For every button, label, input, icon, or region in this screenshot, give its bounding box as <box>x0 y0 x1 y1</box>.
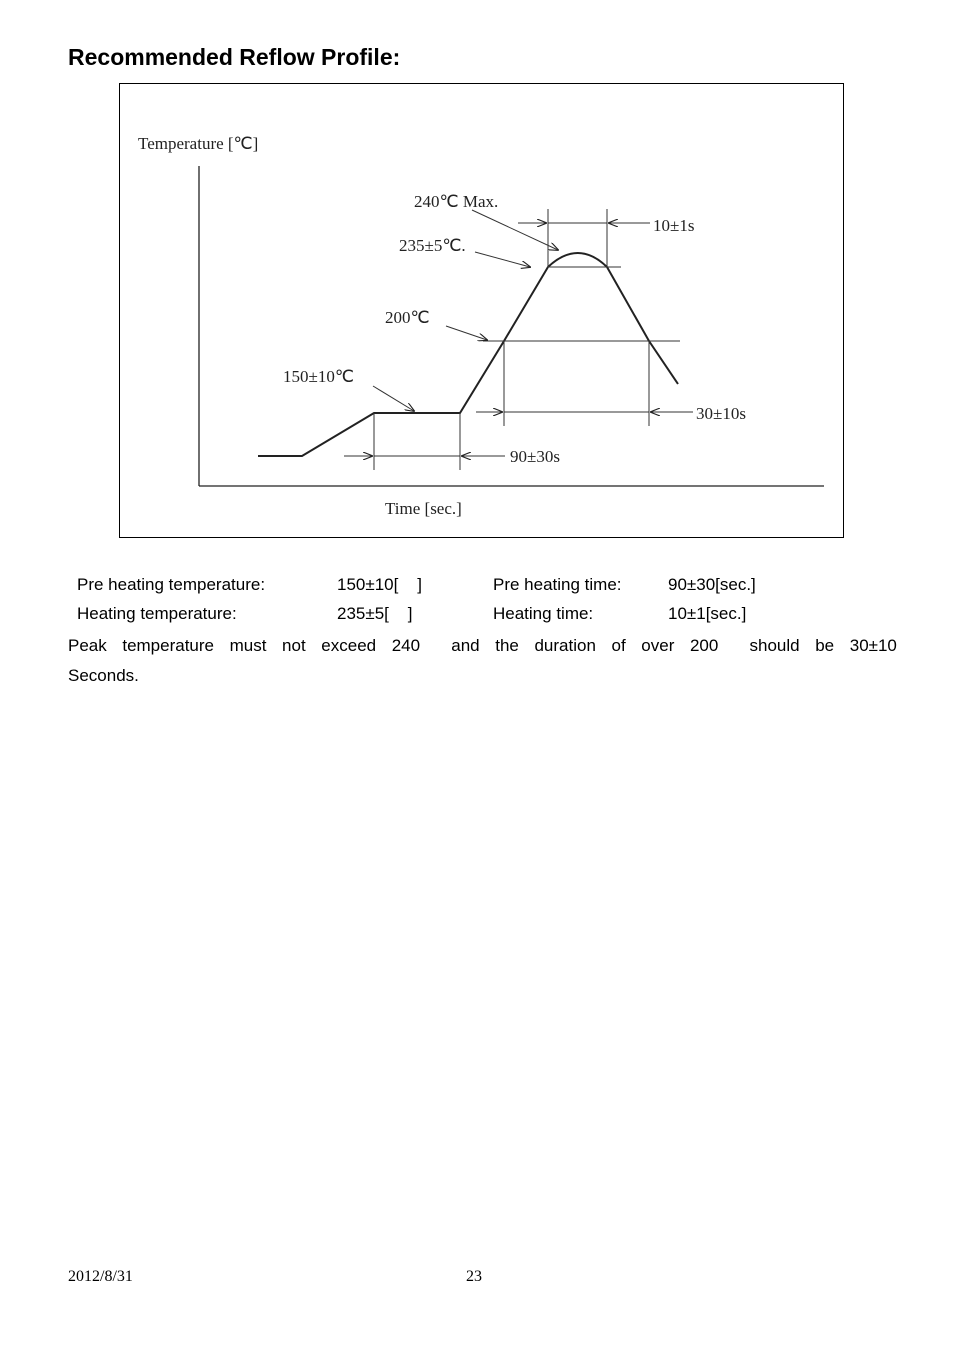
reflow-profile-svg <box>120 84 845 539</box>
preheat-temp-label: Pre heating temperature: <box>77 575 266 594</box>
preheat-time-value: 90±30[sec.] <box>668 575 756 594</box>
note-word: 240 <box>391 636 421 655</box>
preheat-temp-value: 150±10[ ] <box>337 575 422 594</box>
reflow-profile-diagram <box>119 83 844 538</box>
heating-temp-value: 235±5[ ] <box>337 604 413 623</box>
note-word: the <box>495 636 519 655</box>
note-word: not <box>282 636 306 655</box>
peak-temp-label: 235±5℃. <box>399 236 466 255</box>
note-word: of <box>611 636 626 655</box>
peak-max-leader <box>472 210 558 250</box>
threshold-leader <box>446 326 487 340</box>
heating-time-label: Heating time: <box>493 604 594 623</box>
temperature-profile-curve <box>258 253 678 456</box>
preheat-time-label: Pre heating time: <box>493 575 622 594</box>
note-word: over <box>641 636 675 655</box>
note-word: duration <box>534 636 596 655</box>
heating-temp-label: Heating temperature: <box>77 604 237 623</box>
note-word: should <box>749 636 800 655</box>
note-word: Peak <box>68 636 107 655</box>
peak-temperature-note <box>68 631 897 691</box>
note-word: 30±10 <box>849 636 897 655</box>
section-heading: Recommended Reflow Profile: <box>68 44 401 70</box>
footer-date: 2012/8/31 <box>68 1268 133 1285</box>
note-word: temperature <box>122 636 215 655</box>
peak-time-label: 10±1s <box>653 216 695 235</box>
x-axis-label: Time [sec.] <box>385 499 462 518</box>
peak-max-label: 240℃ Max. <box>414 192 499 211</box>
note-word: must <box>229 636 267 655</box>
y-axis-label: Temperature [℃] <box>138 134 259 153</box>
preheat-leader <box>373 386 414 411</box>
preheat-time-label: 90±30s <box>510 447 560 466</box>
page-number: 23 <box>466 1268 482 1285</box>
note-line-2: Seconds. <box>68 666 139 685</box>
note-word: be <box>815 636 835 655</box>
note-word: and <box>451 636 480 655</box>
note-line-1 <box>68 631 897 661</box>
note-word: exceed <box>321 636 377 655</box>
note-word: 200 <box>689 636 719 655</box>
threshold-label: 200℃ <box>385 308 430 327</box>
peak-temp-leader <box>475 252 530 267</box>
heating-time-value: 10±1[sec.] <box>668 604 747 623</box>
preheat-label: 150±10℃ <box>283 367 354 386</box>
over-threshold-time-label: 30±10s <box>696 404 746 423</box>
